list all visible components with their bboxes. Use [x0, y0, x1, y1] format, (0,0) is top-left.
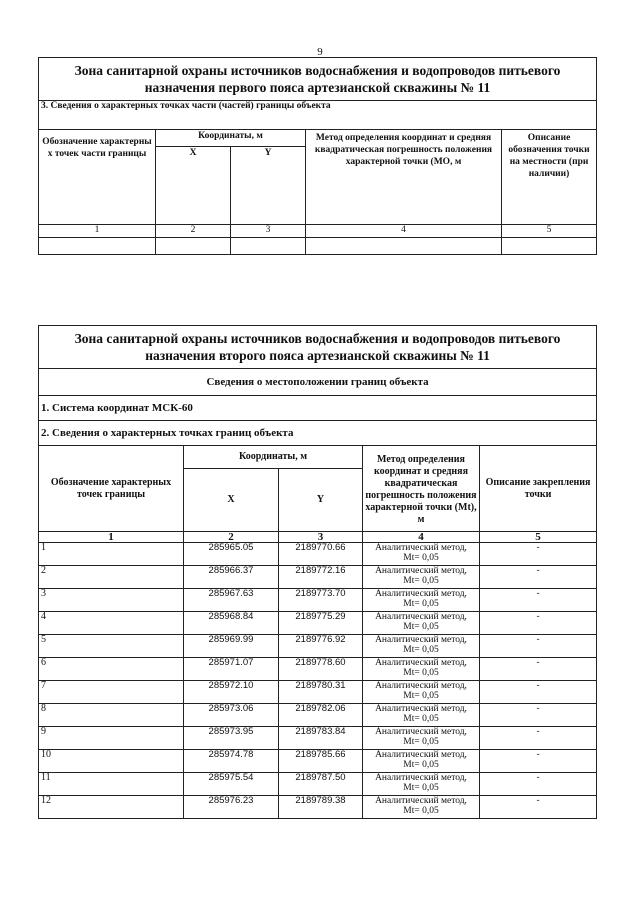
- point-x: 285975.54: [184, 773, 279, 796]
- point-y: 2189772.16: [279, 566, 363, 589]
- table-row: [39, 635, 597, 658]
- table1-colnum-1: 1: [39, 225, 156, 238]
- point-y: 2189773.70: [279, 589, 363, 612]
- accuracy-text: Mt= 0,05: [403, 691, 439, 701]
- point-x: 285966.37: [184, 566, 279, 589]
- table1-header-x: X: [156, 146, 231, 224]
- point-method: [363, 566, 480, 589]
- point-description: -: [480, 566, 597, 589]
- table1-colnum-2: 2: [156, 225, 231, 238]
- point-y: 2189782.06: [279, 704, 363, 727]
- point-x: 285971.07: [184, 658, 279, 681]
- point-y: 2189787.50: [279, 773, 363, 796]
- point-x: 285973.06: [184, 704, 279, 727]
- point-x: 285965.05: [184, 543, 279, 566]
- point-method: [363, 704, 480, 727]
- method-text: Аналитический метод,: [375, 681, 467, 691]
- point-method: [363, 773, 480, 796]
- method-text: Аналитический метод,: [375, 796, 467, 806]
- point-description: -: [480, 635, 597, 658]
- point-method: [363, 658, 480, 681]
- point-method: [363, 750, 480, 773]
- point-number: 5: [39, 635, 184, 658]
- point-method: [363, 796, 480, 819]
- point-number: 8: [39, 704, 184, 727]
- method-text: Аналитический метод,: [375, 566, 467, 576]
- table2-header-designation: Обозначение характерных точек границы: [39, 446, 184, 532]
- table2-colnum-2: 2: [184, 532, 279, 543]
- accuracy-text: Mt= 0,05: [403, 783, 439, 793]
- point-x: 285972.10: [184, 681, 279, 704]
- table-row: [39, 589, 597, 612]
- point-method: [363, 543, 480, 566]
- point-x: 285974.78: [184, 750, 279, 773]
- point-y: 2189770.66: [279, 543, 363, 566]
- point-number: 12: [39, 796, 184, 819]
- table1-header-description: Описание обозначения точки на местности (при наличии): [502, 130, 597, 225]
- point-description: -: [480, 727, 597, 750]
- method-text: Аналитический метод,: [375, 773, 467, 783]
- page-number: 9: [317, 46, 323, 58]
- accuracy-text: Mt= 0,05: [403, 599, 439, 609]
- table-row: [39, 796, 597, 819]
- table1-empty-row: [39, 238, 597, 255]
- table1-header-method: Метод определения координат и средняя квадратическая погрешность положения характерной точки (МО, м: [306, 130, 502, 225]
- table1-colnum-3: 3: [231, 225, 306, 238]
- point-description: -: [480, 589, 597, 612]
- table1-header-coordinates: Координаты, м: [156, 130, 306, 147]
- table1-header-designation: Обозначение характерны х точек части границы: [39, 130, 156, 225]
- point-number: 4: [39, 612, 184, 635]
- method-text: Аналитический метод,: [375, 635, 467, 645]
- method-text: Аналитический метод,: [375, 589, 467, 599]
- point-y: 2189778.60: [279, 658, 363, 681]
- point-x: 285967.63: [184, 589, 279, 612]
- point-description: -: [480, 612, 597, 635]
- point-y: 2189785.66: [279, 750, 363, 773]
- point-x: 285976.23: [184, 796, 279, 819]
- table2-colnum-4: 4: [363, 532, 480, 543]
- method-text: Аналитический метод,: [375, 612, 467, 622]
- point-description: -: [480, 681, 597, 704]
- point-description: -: [480, 796, 597, 819]
- point-description: -: [480, 773, 597, 796]
- table-second-belt: [38, 325, 597, 819]
- table-row: [39, 727, 597, 750]
- table2-header-method: Метод определения координат и средняя квадратическая погрешность положения характерной точки (Mt), м: [363, 446, 480, 532]
- point-number: 1: [39, 543, 184, 566]
- point-method: [363, 612, 480, 635]
- table2-header-coordinates: Координаты, м: [184, 446, 363, 469]
- table-first-belt: [38, 57, 597, 255]
- table1-header-y: Y: [231, 146, 306, 224]
- accuracy-text: Mt= 0,05: [403, 806, 439, 816]
- method-text: Аналитический метод,: [375, 727, 467, 737]
- point-method: [363, 681, 480, 704]
- table1-colnum-4: 4: [306, 225, 502, 238]
- accuracy-text: Mt= 0,05: [403, 668, 439, 678]
- method-text: Аналитический метод,: [375, 704, 467, 714]
- point-x: 285969.99: [184, 635, 279, 658]
- point-description: -: [480, 543, 597, 566]
- accuracy-text: Mt= 0,05: [403, 645, 439, 655]
- table-row: [39, 543, 597, 566]
- table2-section-coordinate-system: 1. Система координат МСК-60: [39, 396, 597, 421]
- table2-section-points: 2. Сведения о характерных точках границ объекта: [39, 421, 597, 446]
- table2-subtitle: Сведения о местоположении границ объекта: [39, 369, 597, 396]
- point-number: 9: [39, 727, 184, 750]
- method-text: Аналитический метод,: [375, 658, 467, 668]
- point-description: -: [480, 750, 597, 773]
- table2-colnum-3: 3: [279, 532, 363, 543]
- point-y: 2189775.29: [279, 612, 363, 635]
- accuracy-text: Mt= 0,05: [403, 576, 439, 586]
- table2-colnum-5: 5: [480, 532, 597, 543]
- point-y: 2189789.38: [279, 796, 363, 819]
- point-number: 10: [39, 750, 184, 773]
- point-method: [363, 727, 480, 750]
- table1-colnum-5: 5: [502, 225, 597, 238]
- accuracy-text: Mt= 0,05: [403, 714, 439, 724]
- table2-header-description: Описание закрепления точки: [480, 446, 597, 532]
- point-x: 285968.84: [184, 612, 279, 635]
- accuracy-text: Mt= 0,05: [403, 622, 439, 632]
- table-row: [39, 773, 597, 796]
- accuracy-text: Mt= 0,05: [403, 760, 439, 770]
- point-description: -: [480, 658, 597, 681]
- table-row: [39, 681, 597, 704]
- table2-header-x: X: [184, 469, 279, 532]
- point-number: 11: [39, 773, 184, 796]
- method-text: Аналитический метод,: [375, 543, 467, 553]
- point-number: 3: [39, 589, 184, 612]
- table1-section: 3. Сведения о характерных точках части (частей) границы объекта: [39, 101, 597, 130]
- table2-title: Зона санитарной охраны источников водоснабжения и водопроводов питьевого назначения второго пояса артезианской скважины № 11: [39, 326, 597, 369]
- accuracy-text: Mt= 0,05: [403, 737, 439, 747]
- point-description: -: [480, 704, 597, 727]
- point-method: [363, 635, 480, 658]
- accuracy-text: Mt= 0,05: [403, 553, 439, 563]
- point-method: [363, 589, 480, 612]
- point-x: 285973.95: [184, 727, 279, 750]
- table2-header-y: Y: [279, 469, 363, 532]
- point-number: 7: [39, 681, 184, 704]
- point-y: 2189780.31: [279, 681, 363, 704]
- table-row: [39, 658, 597, 681]
- table2-colnum-1: 1: [39, 532, 184, 543]
- method-text: Аналитический метод,: [375, 750, 467, 760]
- point-number: 6: [39, 658, 184, 681]
- point-y: 2189776.92: [279, 635, 363, 658]
- table-row: [39, 704, 597, 727]
- point-y: 2189783.84: [279, 727, 363, 750]
- table1-title: Зона санитарной охраны источников водоснабжения и водопроводов питьевого назначения первого пояса артезианской скважины № 11: [39, 58, 597, 101]
- table-row: [39, 750, 597, 773]
- table-row: [39, 566, 597, 589]
- point-number: 2: [39, 566, 184, 589]
- table-row: [39, 612, 597, 635]
